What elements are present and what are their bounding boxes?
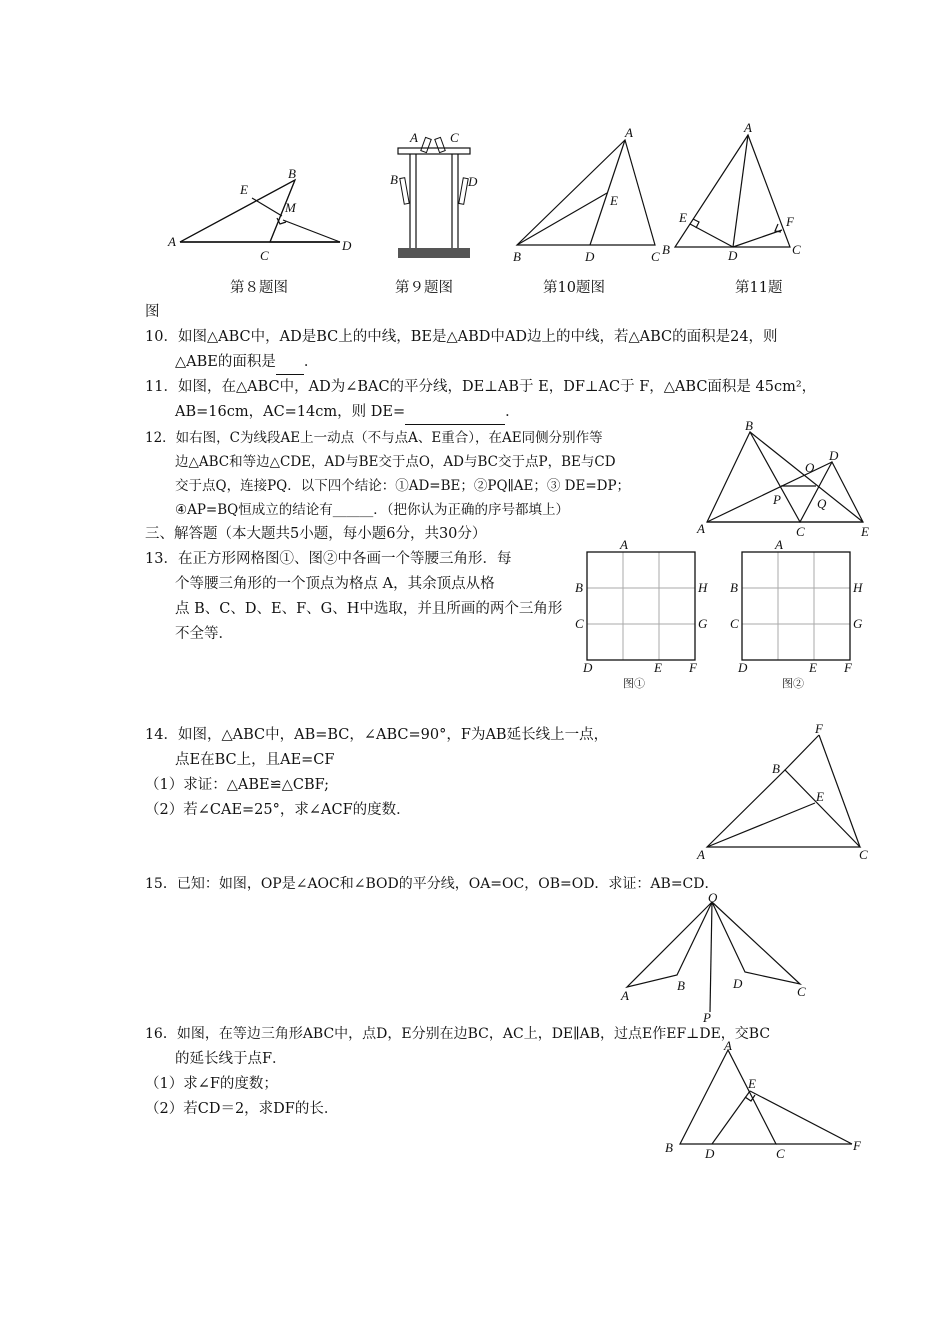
section-3-heading: 三、解答题（本大题共5小题，每小题6分，共30分）	[145, 526, 487, 542]
label-a: A	[697, 847, 705, 862]
label-d: D	[585, 249, 595, 264]
label-e: E	[816, 789, 824, 804]
label-d: D	[829, 448, 839, 463]
q11-line1: 11．如图，在△ABC中，AD为∠BAC的平分线，DE⊥AB于 E，DF⊥AC于 F，△ABC面积是 45cm²，	[145, 379, 817, 395]
caption-fig11-cont: 图	[145, 304, 160, 320]
label-a: A	[625, 125, 633, 140]
q13-line1: 13．在正方形网格图①、图②中各画一个等腰三角形．每	[145, 551, 512, 567]
q12-line2: 边△ABC和等边△CDE，AD与BE交于点O，AD与BC交于点P，BE与CD	[175, 454, 616, 470]
q10-line2	[175, 350, 318, 375]
label-p: P	[703, 1010, 711, 1025]
q13-line4: 不全等．	[175, 626, 233, 642]
figure-15	[615, 890, 820, 1025]
q14-line2: 点E在BC上，且AE=CF	[175, 752, 335, 768]
label-c: C	[776, 1146, 785, 1161]
label-h: H	[853, 580, 863, 595]
label-c: C	[797, 984, 806, 999]
label-d: D	[733, 976, 743, 991]
label-b: B	[677, 978, 685, 993]
label-b: B	[575, 580, 583, 595]
label-o: O	[708, 890, 718, 905]
label-a: A	[697, 521, 705, 536]
q11-line2a: AB=16cm，AC=14cm，则 DE=	[175, 404, 406, 420]
label-c: C	[651, 249, 660, 264]
label-c: C	[859, 847, 868, 862]
label-e: E	[679, 210, 687, 225]
label-a: A	[775, 537, 783, 552]
label-f: F	[815, 721, 823, 736]
label-b: B	[745, 418, 753, 433]
q14-line1: 14．如图，△ABC中，AB=BC，∠ABC=90°，F为AB延长线上一点，	[145, 727, 609, 743]
label-c: C	[450, 130, 459, 145]
label-d: D	[738, 660, 748, 675]
label-d: D	[342, 238, 352, 253]
label-b: B	[730, 580, 738, 595]
label-b: B	[513, 249, 521, 264]
label-c: C	[260, 248, 269, 263]
label-f: F	[689, 660, 697, 675]
q13-line2: 个等腰三角形的一个顶点为格点 A，其余顶点从格	[175, 576, 495, 592]
label-b: B	[665, 1140, 673, 1155]
q16-line4: （2）若CD＝2，求DF的长．	[145, 1101, 339, 1117]
label-g: G	[698, 616, 708, 631]
label-f: F	[844, 660, 852, 675]
figure-12	[695, 420, 875, 540]
grid-figure-2	[730, 537, 865, 695]
q16-line3: （1）求∠F的度数；	[145, 1076, 278, 1092]
label-e: E	[861, 524, 869, 539]
q10-line1: 10．如图△ABC中，AD是BC上的中线，BE是△ABD中AD边上的中线，若△ABC的面积是24，则	[145, 329, 778, 345]
q11-answer-blank[interactable]	[405, 400, 505, 425]
caption-fig10: 第10题图	[543, 280, 605, 296]
label-b: B	[772, 761, 780, 776]
figure-16	[660, 1038, 875, 1163]
grid-caption-2: 图②	[782, 678, 804, 690]
grid-figure-1	[575, 537, 710, 695]
label-e: E	[809, 660, 817, 675]
label-p: P	[773, 492, 781, 507]
label-b: B	[662, 242, 670, 257]
figure-8	[160, 160, 360, 270]
label-e: E	[654, 660, 662, 675]
label-a: A	[724, 1038, 732, 1053]
caption-fig9: 第９题图	[395, 280, 453, 296]
label-e: E	[748, 1076, 756, 1091]
figure-10	[505, 125, 670, 265]
label-q: Q	[817, 496, 827, 511]
label-c: C	[796, 524, 805, 539]
q16-line2: 的延长线于点F．	[175, 1051, 287, 1067]
q13-line3: 点 B、C、D、E、F、G、H中选取，并且所画的两个三角形	[175, 601, 563, 617]
q16-line1: 16．如图，在等边三角形ABC中，点D，E分别在边BC，AC上，DE∥AB，过点E作EF⊥DE，交BC	[145, 1026, 771, 1042]
label-a: A	[410, 130, 418, 145]
label-f: F	[853, 1138, 861, 1153]
q10-answer-blank[interactable]	[276, 350, 304, 375]
caption-fig8: 第８题图	[230, 280, 288, 296]
label-m: M	[285, 200, 296, 215]
q10-line2b: ．	[303, 354, 319, 370]
label-b: B	[390, 172, 398, 187]
q12-line1: 12．如右图，C为线段AE上一动点（不与点A、E重合），在AE同侧分别作等	[145, 430, 603, 446]
label-c: C	[575, 616, 584, 631]
label-o: O	[805, 460, 815, 475]
figure-9	[388, 128, 478, 263]
q11-line2b: ．	[505, 404, 520, 420]
label-g: G	[853, 616, 863, 631]
caption-fig11: 第11题	[735, 280, 783, 296]
label-d: D	[728, 248, 738, 263]
label-e: E	[240, 182, 248, 197]
label-f: F	[786, 214, 794, 229]
label-e: E	[610, 193, 618, 208]
label-b: B	[288, 166, 296, 181]
q14-line4: （2）若∠CAE=25°，求∠ACF的度数．	[145, 802, 411, 818]
q12-line3: 交于点Q，连接PQ．以下四个结论：①AD=BE；②PQ∥AE；③ DE=DP；	[175, 478, 631, 494]
q12-line4: ④AP=BQ恒成立的结论有______．（把你认为正确的序号都填上）	[175, 502, 569, 518]
label-h: H	[698, 580, 708, 595]
label-d: D	[705, 1146, 715, 1161]
figure-11	[660, 120, 810, 263]
label-d: D	[583, 660, 593, 675]
q15-line1: 15．已知：如图，OP是∠AOC和∠BOD的平分线，OA=OC，OB=OD．求证：AB=CD．	[145, 876, 719, 892]
label-d: D	[468, 174, 478, 189]
q14-line3: （1）求证：△ABE≌△CBF;	[145, 777, 330, 793]
figure-14	[695, 715, 875, 865]
label-a: A	[621, 988, 629, 1003]
q11-line2	[175, 400, 520, 425]
label-c: C	[730, 616, 739, 631]
grid-caption-1: 图①	[623, 678, 645, 690]
label-a: A	[620, 537, 628, 552]
label-a: A	[168, 234, 176, 249]
label-a: A	[744, 120, 752, 135]
label-c: C	[792, 242, 801, 257]
q10-line2a: △ABE的面积是	[175, 354, 276, 370]
